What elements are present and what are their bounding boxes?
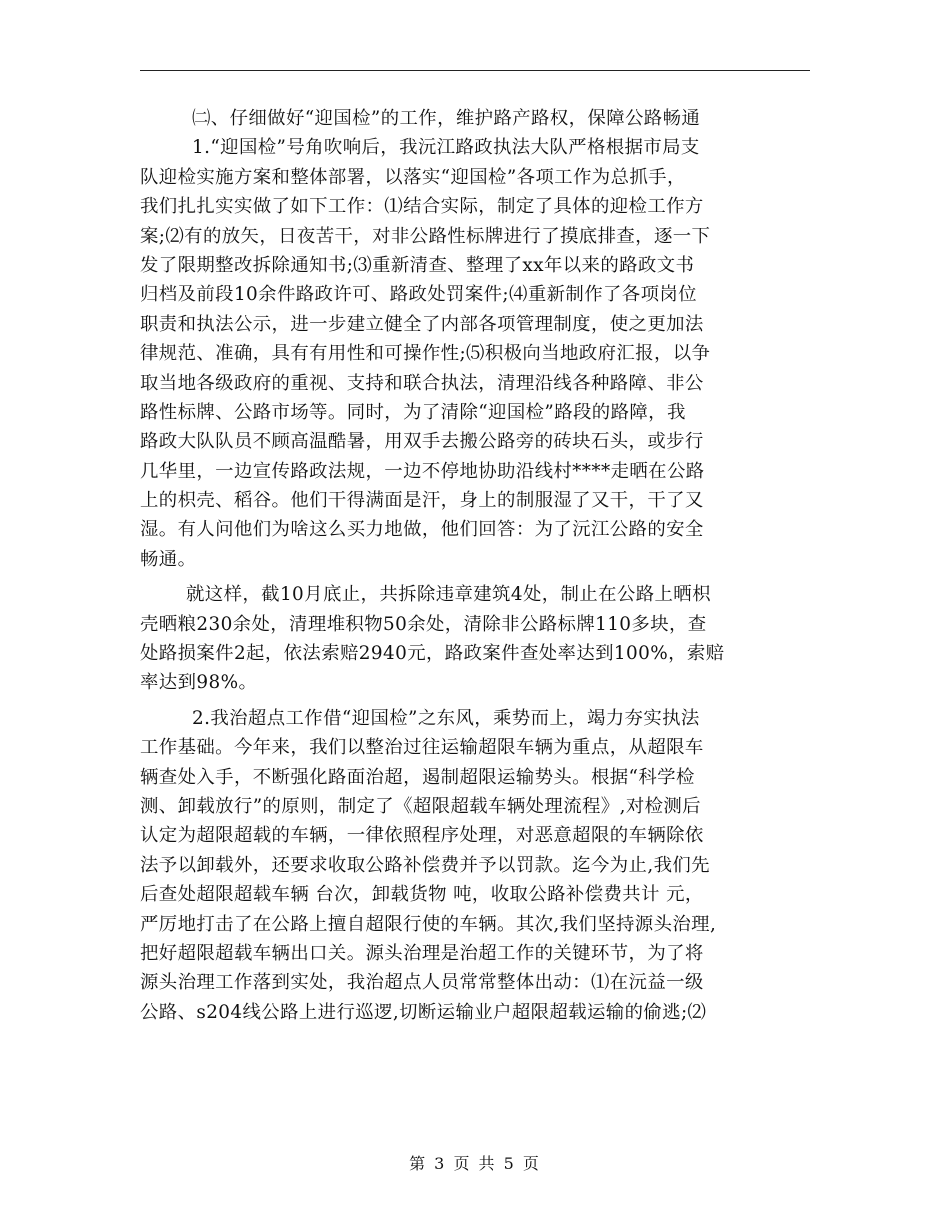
section-heading: ㈡、仔细做好“迎国检”的工作，维护路产路权，保障公路畅通 (192, 108, 701, 129)
paragraph-1-line: 取当地各级政府的重视、支持和联合执法，清理沿线各种路障、非公 (140, 372, 704, 394)
paragraph-3-line: 法予以卸载外，还要求收取公路补偿费并予以罚款。迄今为止,我们先 (140, 854, 710, 876)
paragraph-1-line: 几华里，一边宣传路政法规，一边不停地协助沿线村****走晒在公路 (140, 460, 705, 482)
paragraph-3-line: 认定为超限超载的车辆，一律依照程序处理，对恶意超限的车辆除依 (140, 825, 704, 847)
paragraph-3-line: 工作基础。今年来，我们以整治过往运输超限车辆为重点，从超限车 (140, 737, 704, 759)
paragraph-3 (140, 704, 812, 1027)
paragraph-1-line: 队迎检实施方案和整体部署，以落实“迎国检”各项工作为总抓手， (140, 166, 686, 188)
document-body (140, 104, 812, 1027)
paragraph-3-line: 把好超限超载车辆出口关。源头治理是治超工作的关键环节，为了将 (140, 942, 704, 964)
paragraph-1-line: 律规范、准确，具有有用性和可操作性;⑸积极向当地政府汇报，以争 (140, 343, 711, 365)
paragraph-1-line: 湿。有人问他们为啥这么买力地做，他们回答：为了沅江公路的安全 (140, 519, 704, 541)
paragraph-1 (140, 133, 812, 574)
paragraph-2-line: 率达到98%。 (140, 672, 258, 694)
paragraph-3-line: 源头治理工作落到实处，我治超点人员常常整体出动：⑴在沅益一级 (140, 972, 704, 994)
paragraph-1-line: 1.“迎国检”号角吹响后，我沅江路政执法大队严格根据市局支 (192, 137, 700, 159)
header-rule (140, 70, 810, 71)
paragraph-1-line: 路政大队队员不顾高温酷暑，用双手去搬公路旁的砖块石头，或步行 (140, 431, 704, 453)
page-number-footer: 第 3 页 共 5 页 (409, 1154, 541, 1173)
paragraph-3-line: 2.我治超点工作借“迎国检”之东风，乘势而上，竭力夯实执法 (192, 707, 700, 729)
paragraph-3-line: 后查处超限超载车辆 台次，卸载货物 吨，收取公路补偿费共计 元， (140, 884, 704, 906)
paragraph-2-line: 就这样，截10月底止，共拆除违章建筑4处，制止在公路上晒枳 (186, 584, 711, 606)
paragraph-1-line: 上的枳壳、稻谷。他们干得满面是汗，身上的制服湿了又干，干了又 (140, 490, 704, 512)
paragraph-2-line: 处路损案件2起，依法索赔2940元，路政案件查处率达到100%，索赔 (140, 643, 725, 665)
paragraph-3-line: 辆查处入手，不断强化路面治超，遏制超限运输势头。根据“科学检 (140, 766, 695, 788)
paragraph-1-line: 发了限期整改拆除通知书;⑶重新清查、整理了xx年以来的路政文书 (140, 254, 695, 276)
paragraph-1-line: 我们扎扎实实做了如下工作：⑴结合实际，制定了具体的迎检工作方 (140, 196, 704, 218)
paragraph-3-line: 公路、s204线公路上进行巡逻,切断运输业户超限超载运输的偷逃;⑵ (140, 1001, 707, 1023)
paragraph-2-line: 壳晒粮230余处，清理堆积物50余处，清除非公路标牌110多块，查 (140, 613, 707, 635)
paragraph-1-line: 畅通。 (140, 548, 197, 570)
paragraph-1-line: 路性标牌、公路市场等。同时，为了清除“迎国检”路段的路障，我 (140, 401, 686, 423)
paragraph-3-line: 严厉地打击了在公路上擅自超限行使的车辆。其次,我们坚持源头治理, (140, 913, 717, 935)
paragraph-1-line: 归档及前段10余件路政许可、路政处罚案件;⑷重新制作了各项岗位 (140, 284, 697, 306)
paragraph-3-line: 测、卸载放行”的原则，制定了《超限超载车辆处理流程》,对检测后 (140, 795, 701, 817)
paragraph-1-line: 案;⑵有的放矢，日夜苦干，对非公路性标牌进行了摸底排查，逐一下 (140, 225, 711, 247)
paragraph-1-line: 职责和执法公示，进一步建立健全了内部各项管理制度，使之更加法 (140, 313, 704, 335)
paragraph-2 (140, 580, 812, 698)
